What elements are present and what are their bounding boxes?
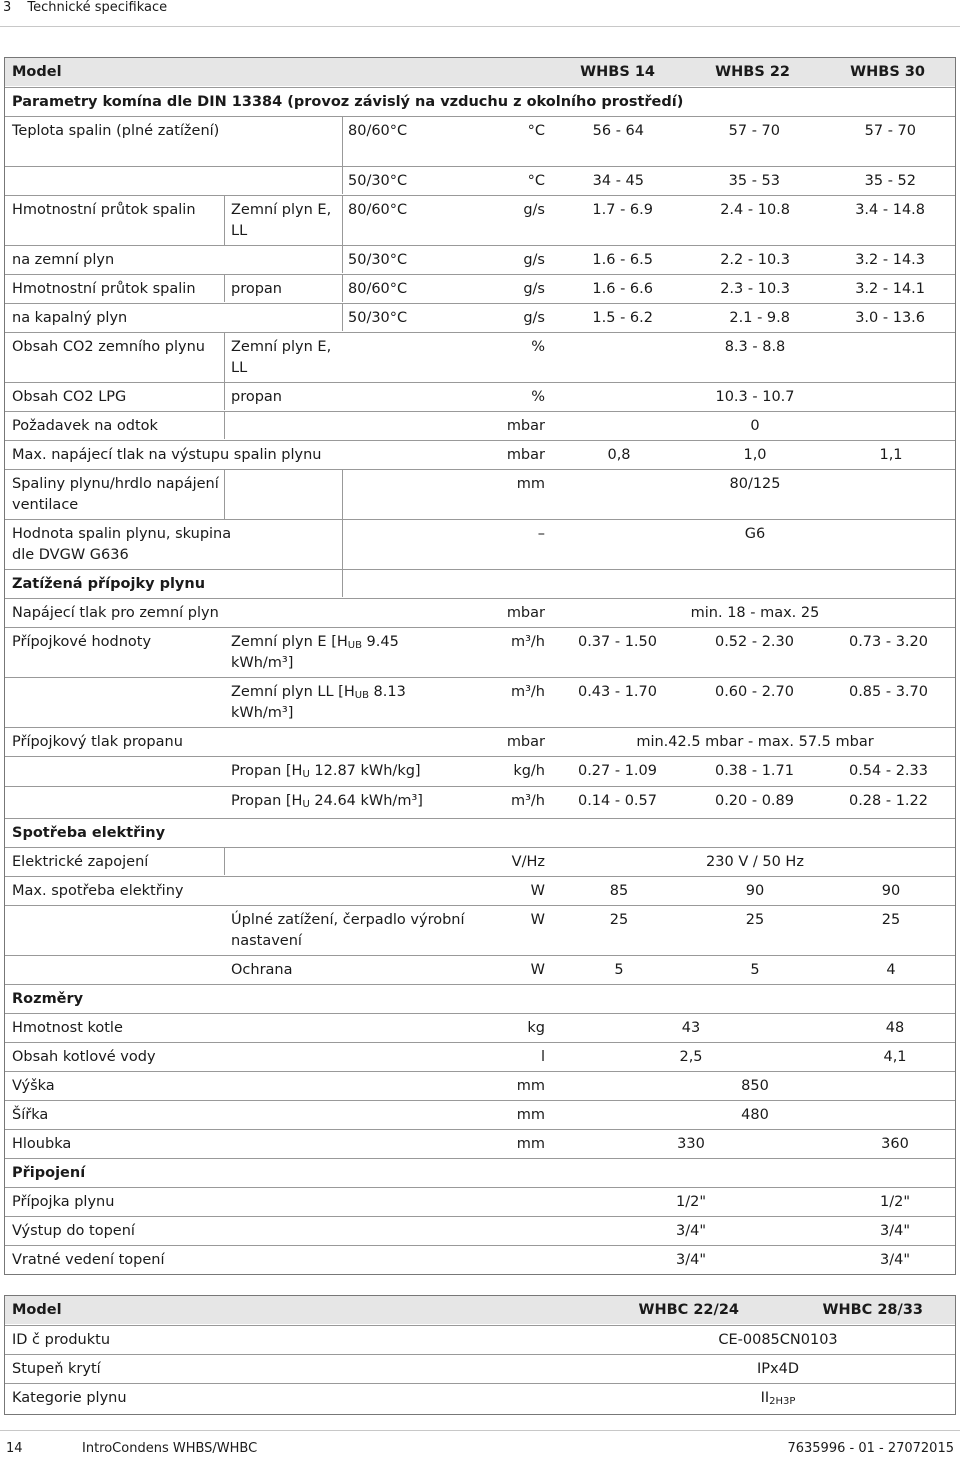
cell: 5 — [614, 962, 624, 978]
section-label: Zatížená přípojky plynu — [12, 576, 206, 592]
unit: W — [530, 962, 545, 978]
table-row — [5, 382, 955, 411]
cell: 0.60 - 2.70 — [714, 684, 794, 700]
cell: 0.20 - 0.89 — [714, 793, 794, 809]
unit: V/Hz — [511, 854, 545, 870]
row-label: Max. spotřeba elektřiny — [12, 883, 184, 899]
temp-cond: 50/30°C — [348, 310, 408, 326]
gas-type: Propan [$H_U$ 24.64 kWh/m³] — [231, 793, 423, 810]
cell: 4,1 — [883, 1049, 907, 1065]
cell: 1.6 - 6.5 — [592, 252, 653, 268]
model-col-2: WHBS 22 — [715, 64, 790, 80]
cell: 0.85 - 3.70 — [848, 684, 928, 700]
cell: min.42.5 mbar - max. 57.5 mbar — [636, 734, 874, 750]
unit: mm — [516, 1078, 545, 1094]
cell: 1/2" — [675, 1194, 707, 1210]
row-label: Hodnota spalin plynu, skupina dle DVGW G636 — [12, 526, 232, 563]
cell: 0.37 - 1.50 — [577, 634, 657, 650]
unit: mm — [516, 1136, 545, 1152]
table-row — [5, 786, 955, 819]
divider — [224, 382, 225, 410]
divider — [342, 166, 343, 194]
cell: 480 — [741, 1107, 769, 1123]
cell: 2.2 - 10.3 — [720, 252, 790, 268]
cell: 3.0 - 13.6 — [855, 310, 925, 326]
cell: IPx4D — [757, 1361, 799, 1377]
section-label: Spotřeba elektřiny — [12, 825, 166, 841]
page-number: 3 — [3, 0, 12, 15]
row-label: Úplné zatížení, čerpadlo výrobní nastavení — [231, 912, 465, 949]
table-header-row — [5, 58, 955, 86]
table-row — [5, 1100, 955, 1129]
table-row — [5, 116, 955, 167]
unit: mm — [516, 1107, 545, 1123]
row-label: Elektrické zapojení — [12, 854, 149, 870]
row-label: Přípojka plynu — [12, 1194, 115, 1210]
row-label: Kategorie plynu — [12, 1390, 127, 1406]
cell: 0,8 — [607, 447, 631, 463]
unit: % — [531, 389, 545, 405]
gas-type: Zemní plyn LL [$H_{UB}$ 8.13 kWh/m³] — [231, 684, 406, 721]
unit: °C — [527, 173, 545, 189]
cell: 0.28 - 1.22 — [848, 793, 928, 809]
cell: 0.54 - 2.33 — [848, 763, 928, 779]
gas-type: propan — [231, 389, 282, 405]
spec-table-whbs — [4, 57, 956, 1275]
section-row — [5, 984, 955, 1013]
table-row — [5, 905, 955, 956]
row-label: Spaliny plynu/hrdlo napájení ventilace — [12, 476, 219, 513]
table-row — [5, 1129, 955, 1158]
cell: 1,1 — [879, 447, 903, 463]
row-label: na kapalný plyn — [12, 310, 128, 326]
row-label: Obsah CO2 LPG — [12, 389, 127, 405]
row-label: Přípojkové hodnoty — [12, 634, 152, 650]
cell: 1.6 - 6.6 — [592, 281, 653, 297]
gas-type: Zemní plyn E [$H_{UB}$ 9.45 kWh/m³] — [231, 634, 399, 671]
cell: 1,0 — [743, 447, 767, 463]
section-label: Připojení — [12, 1165, 86, 1181]
footer-page-number: 14 — [6, 1441, 23, 1456]
cell: 56 - 64 — [592, 123, 644, 139]
row-label: Šířka — [12, 1107, 49, 1123]
cell: 1.5 - 6.2 — [592, 310, 653, 326]
table-row — [5, 519, 955, 570]
divider — [342, 195, 343, 245]
cell: 35 - 52 — [864, 173, 916, 189]
row-label: Požadavek na odtok — [12, 418, 158, 434]
table-header-row — [5, 1296, 955, 1324]
divider — [342, 245, 343, 273]
divider — [342, 519, 343, 569]
divider — [342, 569, 343, 597]
cell: min. 18 - max. 25 — [690, 605, 820, 621]
row-label: Výstup do topení — [12, 1223, 135, 1239]
cell: 0.27 - 1.09 — [577, 763, 657, 779]
unit: mbar — [506, 418, 545, 434]
cell: 2,5 — [679, 1049, 703, 1065]
cell: CE-0085CN0103 — [718, 1332, 838, 1348]
divider — [342, 303, 343, 331]
cell: 3/4" — [879, 1223, 911, 1239]
table-row — [5, 1383, 955, 1415]
section-title: Technické specifikace — [27, 0, 168, 15]
header-rule — [0, 26, 960, 27]
table-row — [5, 756, 955, 787]
gas-type: Zemní plyn E, LL — [231, 202, 332, 239]
cell: 0.73 - 3.20 — [848, 634, 928, 650]
cell: 1/2" — [879, 1194, 911, 1210]
cell: 2.1 - 9.8 — [729, 310, 790, 326]
cell: 850 — [741, 1078, 769, 1094]
table-row — [5, 303, 955, 332]
unit: m³/h — [510, 793, 545, 809]
table-row — [5, 1354, 955, 1383]
row-label: ID č produktu — [12, 1332, 111, 1348]
cell: 0.52 - 2.30 — [714, 634, 794, 650]
table-row — [5, 245, 955, 274]
unit: m³/h — [510, 684, 545, 700]
unit: m³/h — [510, 634, 545, 650]
row-label: Hmotnost kotle — [12, 1020, 123, 1036]
row-label: na zemní plyn — [12, 252, 115, 268]
table-row — [5, 1013, 955, 1042]
cell: 35 - 53 — [728, 173, 780, 189]
divider — [342, 116, 343, 166]
section-row — [5, 1158, 955, 1187]
divider — [224, 411, 225, 439]
unit: g/s — [523, 310, 545, 326]
model-label: Model — [12, 64, 62, 80]
cell: 3.2 - 14.1 — [855, 281, 925, 297]
model-col-1: WHBC 22/24 — [638, 1302, 739, 1318]
cell: 0.14 - 0.57 — [577, 793, 657, 809]
cell: 330 — [677, 1136, 705, 1152]
table-row — [5, 166, 955, 195]
page-header — [3, 0, 179, 16]
temp-cond: 80/60°C — [348, 281, 408, 297]
unit: mbar — [506, 447, 545, 463]
cell: 10.3 - 10.7 — [715, 389, 795, 405]
table-row — [5, 440, 955, 469]
table-row — [5, 1325, 955, 1354]
table-row — [5, 87, 955, 116]
cell: 0.43 - 1.70 — [577, 684, 657, 700]
cell: 3/4" — [675, 1252, 707, 1268]
table-row — [5, 195, 955, 246]
cell: 85 — [609, 883, 629, 899]
cell: 230 V / 50 Hz — [706, 854, 804, 870]
table-row — [5, 627, 955, 678]
unit: °C — [527, 123, 545, 139]
temp-cond: 80/60°C — [348, 202, 408, 218]
unit: g/s — [523, 202, 545, 218]
unit: – — [537, 526, 545, 542]
unit: kg/h — [513, 763, 545, 779]
row-label: Přípojkový tlak propanu — [12, 734, 183, 750]
divider — [342, 469, 343, 519]
unit: g/s — [523, 252, 545, 268]
temp-cond: 80/60°C — [348, 123, 408, 139]
cell: 34 - 45 — [592, 173, 644, 189]
spec-table-whbc — [4, 1295, 956, 1415]
divider — [342, 274, 343, 302]
unit: kg — [527, 1020, 545, 1036]
row-label: Obsah kotlové vody — [12, 1049, 156, 1065]
cell: 80/125 — [729, 476, 781, 492]
gas-type: Zemní plyn E, LL — [231, 339, 332, 376]
cell: 90 — [881, 883, 901, 899]
divider — [224, 332, 225, 382]
footer-doc-title: IntroCondens WHBS/WHBC — [82, 1441, 258, 1456]
row-label: Hmotnostní průtok spalin — [12, 202, 196, 218]
section-label: Rozměry — [12, 991, 84, 1007]
cell: 4 — [886, 962, 896, 978]
row-label: Hmotnostní průtok spalin — [12, 281, 196, 297]
row-label: Ochrana — [231, 962, 293, 978]
cell: 3/4" — [675, 1223, 707, 1239]
cell: 48 — [885, 1020, 905, 1036]
cell: 2.4 - 10.8 — [720, 202, 790, 218]
footer-doc-code: 7635996 - 01 - 27072015 — [787, 1441, 954, 1456]
row-label: Stupeň krytí — [12, 1361, 101, 1377]
model-label: Model — [12, 1302, 62, 1318]
unit: l — [540, 1049, 545, 1065]
table-row — [5, 876, 955, 905]
row-label: Obsah CO2 zemního plynu — [12, 339, 205, 355]
cell: 25 — [745, 912, 765, 928]
row-label: Napájecí tlak pro zemní plyn — [12, 605, 219, 621]
row-label: Parametry komína dle DIN 13384 (provoz závislý na vzduchu z okolního prostředí) — [12, 94, 684, 110]
cell: 3.2 - 14.3 — [855, 252, 925, 268]
divider — [224, 847, 225, 875]
table-row — [5, 955, 955, 984]
divider — [224, 195, 225, 245]
table-row — [5, 1071, 955, 1100]
cell: 25 — [881, 912, 901, 928]
row-label: Max. napájecí tlak na výstupu spalin plynu — [12, 447, 322, 463]
temp-cond: 50/30°C — [348, 173, 408, 189]
cell: 3/4" — [879, 1252, 911, 1268]
table-row — [5, 847, 955, 876]
cell: 5 — [750, 962, 760, 978]
table-row — [5, 1187, 955, 1216]
model-col-2: WHBC 28/33 — [822, 1302, 923, 1318]
table-row — [5, 598, 955, 627]
unit: mm — [516, 476, 545, 492]
gas-type: propan — [231, 281, 282, 297]
unit: mbar — [506, 734, 545, 750]
cell: 57 - 70 — [864, 123, 916, 139]
temp-cond: 50/30°C — [348, 252, 408, 268]
unit: W — [530, 912, 545, 928]
cell: 1.7 - 6.9 — [592, 202, 653, 218]
table-row — [5, 1216, 955, 1245]
cell: 25 — [609, 912, 629, 928]
cell: $II_{2H3P}$ — [760, 1390, 796, 1407]
table-row — [5, 411, 955, 440]
footer-rule — [0, 1430, 960, 1431]
row-label: Hloubka — [12, 1136, 72, 1152]
divider — [224, 274, 225, 302]
cell: 0 — [750, 418, 760, 434]
section-row — [5, 569, 955, 598]
cell: 0.38 - 1.71 — [714, 763, 794, 779]
cell: 2.3 - 10.3 — [720, 281, 790, 297]
table-row — [5, 274, 955, 303]
unit: % — [531, 339, 545, 355]
divider — [224, 469, 225, 519]
table-row — [5, 677, 955, 728]
model-col-3: WHBS 30 — [850, 64, 925, 80]
unit: g/s — [523, 281, 545, 297]
row-label: Vratné vedení topení — [12, 1252, 165, 1268]
cell: 43 — [681, 1020, 701, 1036]
unit: W — [530, 883, 545, 899]
cell: 57 - 70 — [728, 123, 780, 139]
table-row — [5, 332, 955, 383]
cell: 3.4 - 14.8 — [855, 202, 925, 218]
unit: mbar — [506, 605, 545, 621]
gas-type: Propan [$H_U$ 12.87 kWh/kg] — [231, 763, 421, 780]
model-col-1: WHBS 14 — [580, 64, 655, 80]
table-row — [5, 1245, 955, 1275]
table-row — [5, 727, 955, 756]
table-row — [5, 1042, 955, 1071]
table-row — [5, 469, 955, 520]
cell: 360 — [881, 1136, 909, 1152]
cell: 90 — [745, 883, 765, 899]
cell: 8.3 - 8.8 — [724, 339, 786, 355]
row-label: Teplota spalin (plné zatížení) — [12, 123, 220, 139]
cell: G6 — [744, 526, 766, 542]
row-label: Výška — [12, 1078, 55, 1094]
section-row — [5, 818, 955, 847]
